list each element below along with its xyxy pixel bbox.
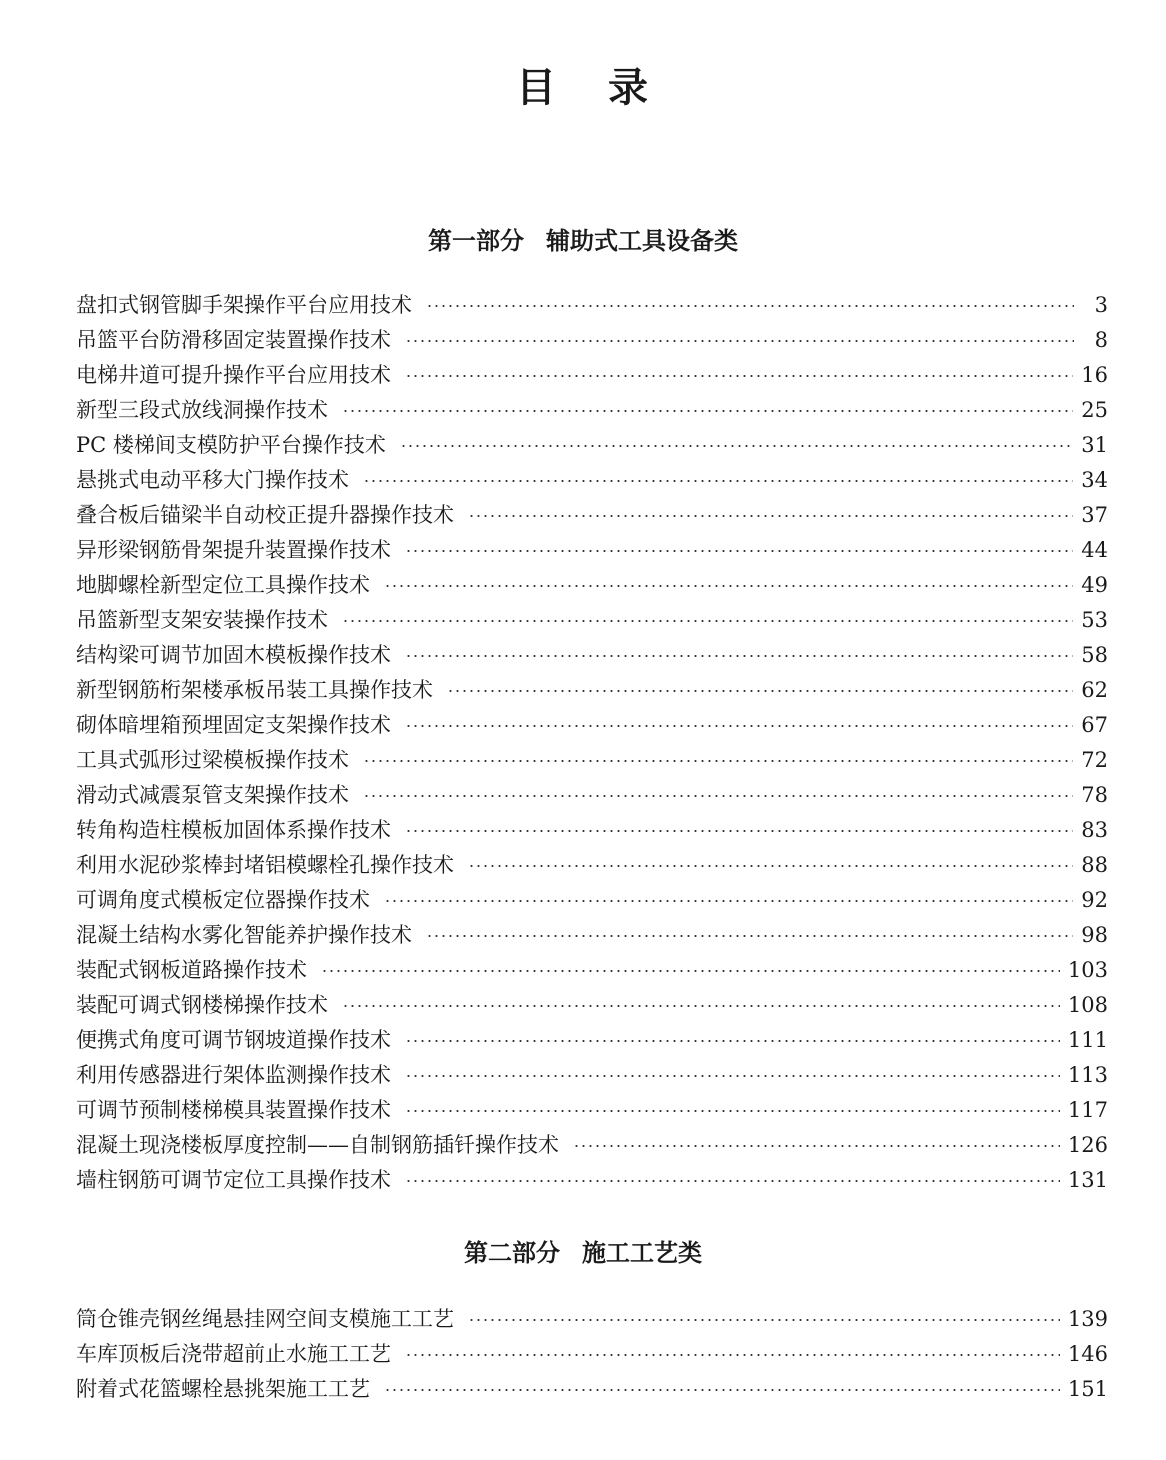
toc-entry[interactable] — [76, 1128, 1108, 1163]
toc-entry-title: 异形梁钢筋骨架提升装置操作技术 — [76, 538, 391, 562]
toc-entry-title: 悬挑式电动平移大门操作技术 — [76, 468, 349, 492]
toc-entry-title: 地脚螺栓新型定位工具操作技术 — [76, 573, 370, 597]
part2-label: 第二部分 — [464, 1238, 560, 1267]
toc-entry[interactable] — [76, 848, 1108, 883]
toc-entry-title: 盘扣式钢管脚手架操作平台应用技术 — [76, 293, 412, 317]
toc-entry[interactable] — [76, 393, 1108, 428]
toc-entry-page: 131 — [1067, 1168, 1108, 1192]
toc-entry[interactable] — [76, 708, 1108, 743]
title-char-1: 目 — [516, 64, 558, 111]
toc-entry-page: 34 — [1081, 468, 1108, 492]
toc-entry-page: 3 — [1094, 293, 1108, 317]
toc-leader-dots — [405, 1110, 1060, 1112]
toc-entry-title: 墙柱钢筋可调节定位工具操作技术 — [76, 1168, 391, 1192]
toc-entry-title: 可调角度式模板定位器操作技术 — [76, 888, 370, 912]
toc-entry-title: 电梯井道可提升操作平台应用技术 — [76, 363, 391, 387]
toc-entry-page: 103 — [1067, 958, 1108, 982]
toc-entry-title: 利用水泥砂浆棒封堵铝模螺栓孔操作技术 — [76, 853, 454, 877]
toc-entry-title: PC 楼梯间支模防护平台操作技术 — [76, 433, 386, 457]
toc-entry-title: 结构梁可调节加固木模板操作技术 — [76, 643, 391, 667]
toc-entry-page: 88 — [1081, 853, 1108, 877]
page-title — [0, 56, 1166, 113]
title-char-2: 录 — [608, 64, 650, 111]
toc-entry-page: 117 — [1067, 1098, 1108, 1122]
toc-entry[interactable] — [76, 743, 1108, 778]
toc-entry[interactable] — [76, 603, 1108, 638]
toc-entry-page: 25 — [1081, 398, 1108, 422]
toc-entry[interactable] — [76, 568, 1108, 603]
toc-entry[interactable] — [76, 1302, 1108, 1337]
toc-entry-title: 工具式弧形过梁模板操作技术 — [76, 748, 349, 772]
toc-leader-dots — [405, 725, 1073, 727]
toc-entry[interactable] — [76, 813, 1108, 848]
part2-name: 施工工艺类 — [582, 1238, 702, 1267]
toc-entry[interactable] — [76, 1023, 1108, 1058]
toc-entry[interactable] — [76, 533, 1108, 568]
toc-entry[interactable] — [76, 883, 1108, 918]
part1-name: 辅助式工具设备类 — [546, 226, 738, 255]
toc-entry-page: 62 — [1081, 678, 1108, 702]
toc-leader-dots — [405, 1180, 1060, 1182]
part1-heading — [0, 221, 1166, 256]
toc-leader-dots — [405, 1040, 1060, 1042]
toc-leader-dots — [405, 340, 1074, 342]
toc-entry-title: 滑动式减震泵管支架操作技术 — [76, 783, 349, 807]
toc-leader-dots — [426, 305, 1074, 307]
toc-entry-page: 126 — [1067, 1133, 1108, 1157]
toc-leader-dots — [447, 690, 1073, 692]
toc-entry-title: 吊篮平台防滑移固定装置操作技术 — [76, 328, 391, 352]
toc-entry-page: 8 — [1094, 328, 1108, 352]
toc-entry-page: 31 — [1081, 433, 1108, 457]
toc-entry-title: 转角构造柱模板加固体系操作技术 — [76, 818, 391, 842]
toc-entry-page: 67 — [1081, 713, 1108, 737]
toc-leader-dots — [384, 1389, 1060, 1391]
toc-leader-dots — [321, 970, 1060, 972]
toc-leader-dots — [400, 445, 1073, 447]
toc-entry[interactable] — [76, 673, 1108, 708]
toc-leader-dots — [468, 1319, 1060, 1321]
toc-entry[interactable] — [76, 498, 1108, 533]
toc-entry-page: 151 — [1067, 1377, 1108, 1401]
toc-leader-dots — [468, 865, 1073, 867]
toc-entry-title: 便携式角度可调节钢坡道操作技术 — [76, 1028, 391, 1052]
toc-entry-title: 混凝土现浇楼板厚度控制——自制钢筋插钎操作技术 — [76, 1133, 559, 1157]
toc-leader-dots — [363, 795, 1073, 797]
toc-leader-dots — [405, 1075, 1060, 1077]
part1-toc-list — [76, 288, 1108, 1198]
toc-entry[interactable] — [76, 288, 1108, 323]
toc-leader-dots — [573, 1145, 1060, 1147]
toc-entry[interactable] — [76, 1337, 1108, 1372]
toc-entry-page: 92 — [1081, 888, 1108, 912]
toc-leader-dots — [426, 935, 1073, 937]
toc-leader-dots — [405, 550, 1073, 552]
toc-entry-page: 58 — [1081, 643, 1108, 667]
toc-entry[interactable] — [76, 1093, 1108, 1128]
toc-leader-dots — [384, 585, 1073, 587]
toc-entry-page: 72 — [1081, 748, 1108, 772]
toc-entry-title: 装配可调式钢楼梯操作技术 — [76, 993, 328, 1017]
toc-entry-page: 83 — [1081, 818, 1108, 842]
toc-entry-title: 装配式钢板道路操作技术 — [76, 958, 307, 982]
toc-entry-title: 砌体暗埋箱预埋固定支架操作技术 — [76, 713, 391, 737]
toc-entry-title: 可调节预制楼梯模具装置操作技术 — [76, 1098, 391, 1122]
toc-entry[interactable] — [76, 428, 1108, 463]
toc-entry-page: 113 — [1067, 1063, 1108, 1087]
toc-entry-page: 139 — [1067, 1307, 1108, 1331]
toc-leader-dots — [405, 655, 1073, 657]
toc-entry[interactable] — [76, 358, 1108, 393]
toc-leader-dots — [384, 900, 1073, 902]
toc-entry-title: 利用传感器进行架体监测操作技术 — [76, 1063, 391, 1087]
toc-entry-page: 111 — [1067, 1028, 1108, 1052]
toc-leader-dots — [342, 620, 1073, 622]
toc-entry-title: 新型钢筋桁架楼承板吊装工具操作技术 — [76, 678, 433, 702]
toc-entry-page: 44 — [1081, 538, 1108, 562]
toc-entry[interactable] — [76, 323, 1108, 358]
toc-entry[interactable] — [76, 1058, 1108, 1093]
toc-entry-title: 叠合板后锚梁半自动校正提升器操作技术 — [76, 503, 454, 527]
toc-leader-dots — [342, 410, 1073, 412]
toc-leader-dots — [468, 515, 1073, 517]
toc-entry-page: 53 — [1081, 608, 1108, 632]
toc-entry-page: 146 — [1067, 1342, 1108, 1366]
toc-entry-title: 筒仓锥壳钢丝绳悬挂网空间支模施工工艺 — [76, 1307, 454, 1331]
toc-entry-page: 49 — [1081, 573, 1108, 597]
toc-entry[interactable] — [76, 778, 1108, 813]
toc-entry-page: 78 — [1081, 783, 1108, 807]
part2-heading — [0, 1233, 1166, 1268]
toc-entry-title: 附着式花篮螺栓悬挑架施工工艺 — [76, 1377, 370, 1401]
toc-leader-dots — [363, 760, 1073, 762]
toc-entry-title: 混凝土结构水雾化智能养护操作技术 — [76, 923, 412, 947]
toc-entry[interactable] — [76, 918, 1108, 953]
toc-entry-page: 108 — [1067, 993, 1108, 1017]
toc-entry[interactable] — [76, 1163, 1108, 1198]
toc-leader-dots — [405, 830, 1073, 832]
part2-toc-list — [76, 1302, 1108, 1407]
toc-entry[interactable] — [76, 953, 1108, 988]
toc-leader-dots — [405, 375, 1073, 377]
toc-entry[interactable] — [76, 463, 1108, 498]
toc-leader-dots — [342, 1005, 1060, 1007]
toc-entry[interactable] — [76, 988, 1108, 1023]
toc-entry-title: 车库顶板后浇带超前止水施工工艺 — [76, 1342, 391, 1366]
toc-leader-dots — [405, 1354, 1060, 1356]
part1-label: 第一部分 — [428, 226, 524, 255]
toc-entry-page: 98 — [1081, 923, 1108, 947]
toc-entry-title: 吊篮新型支架安装操作技术 — [76, 608, 328, 632]
toc-entry-title: 新型三段式放线洞操作技术 — [76, 398, 328, 422]
toc-leader-dots — [363, 480, 1073, 482]
toc-entry-page: 37 — [1081, 503, 1108, 527]
toc-entry[interactable] — [76, 1372, 1108, 1407]
toc-entry[interactable] — [76, 638, 1108, 673]
toc-entry-page: 16 — [1081, 363, 1108, 387]
